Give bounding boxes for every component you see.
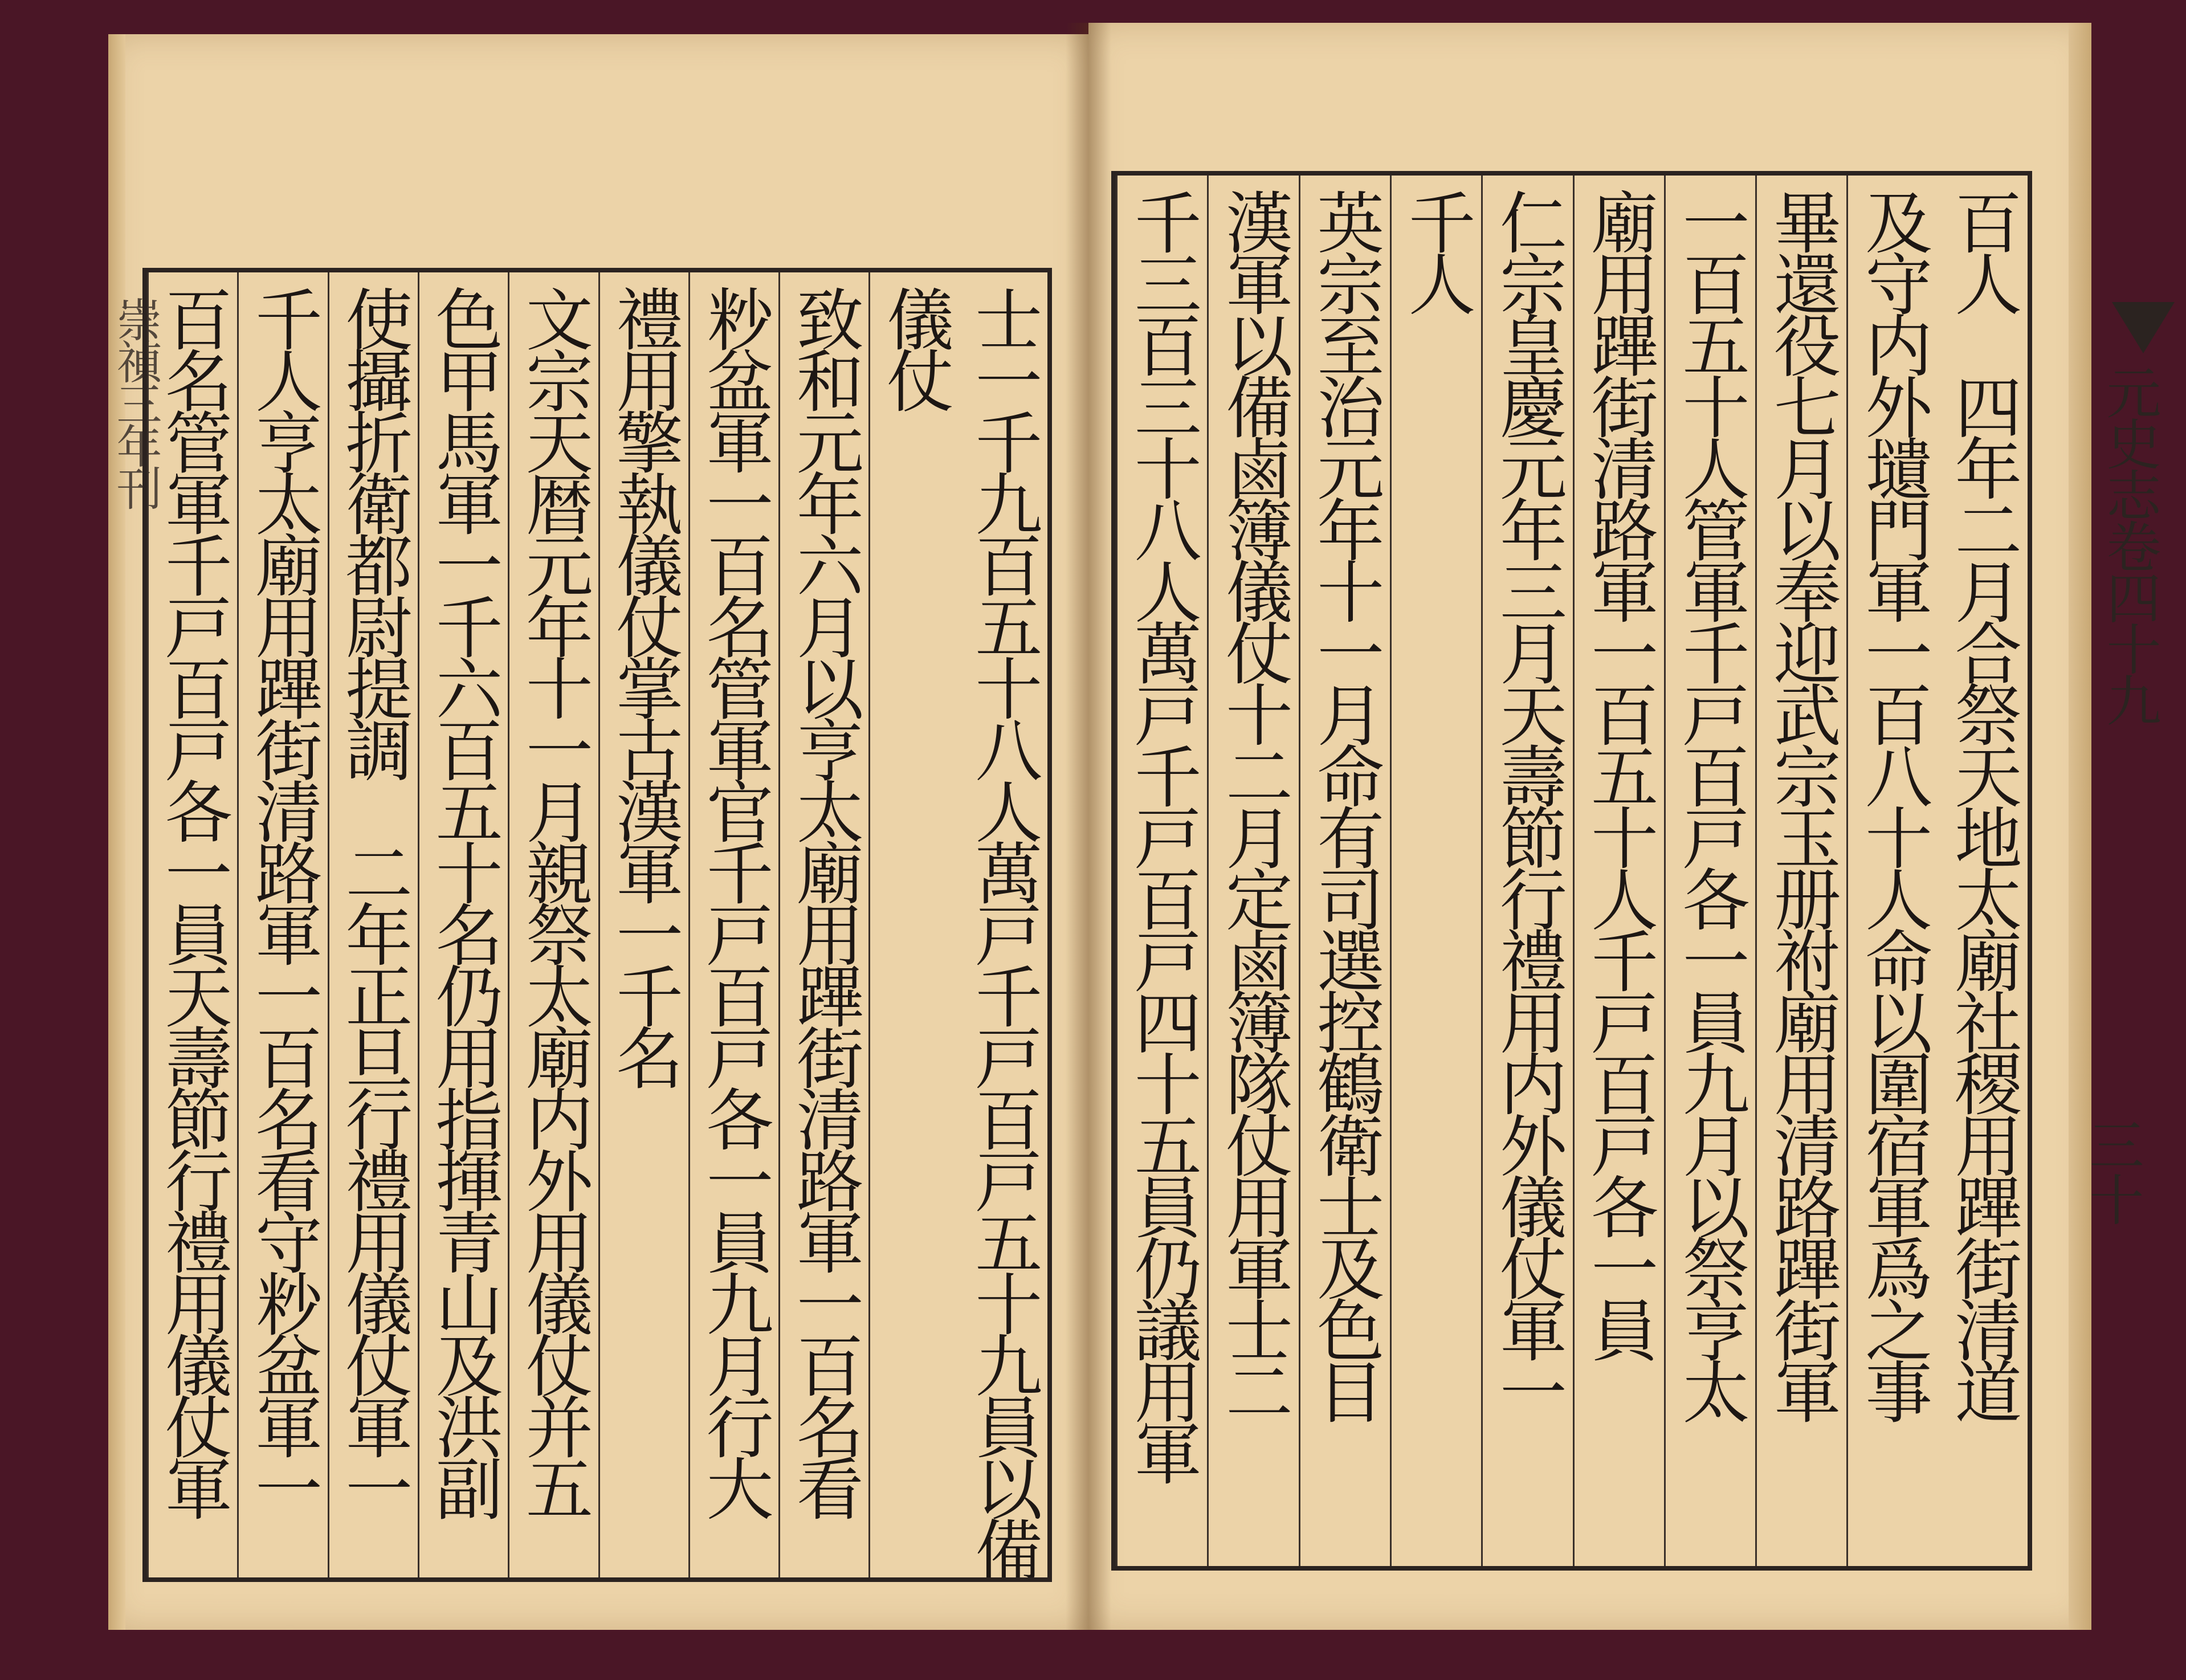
text-column: 仁宗皇慶元年三月天壽節行禮用内外儀仗軍一 bbox=[1481, 176, 1572, 1566]
text-column: 廟用蹕街清路軍一百五十人千戸百戸各一員 bbox=[1573, 176, 1664, 1566]
text-column: 千三百三十八人萬戸千戸百戸四十五員仍議用軍 bbox=[1116, 176, 1207, 1566]
text-column: 文宗天暦元年十一月親祭太廟内外用儀仗并五 bbox=[508, 272, 598, 1577]
right-page-edge bbox=[2069, 23, 2091, 1630]
text-column: 千人 bbox=[1390, 176, 1481, 1566]
book-gutter bbox=[1066, 23, 1111, 1630]
text-column: 士一千九百五十八人萬戸千戸百戸五十九員以備 bbox=[964, 285, 1043, 1577]
left-margin-label: 崇禎三年刊 bbox=[109, 296, 162, 507]
left-page-edge bbox=[108, 34, 125, 1630]
right-text-block bbox=[1111, 171, 2032, 1571]
text-column: 色甲馬軍一千六百五十名仍用指揮青山及洪副 bbox=[418, 272, 508, 1577]
left-text-block bbox=[142, 268, 1052, 1582]
text-column: 千人亨太廟用蹕街清路軍一百名看守粆盆軍一 bbox=[237, 272, 327, 1577]
text-column: 一百五十人管軍千戸百戸各一員九月以祭亨太 bbox=[1664, 176, 1755, 1566]
margin-title: 元史志卷四十九 bbox=[2106, 365, 2169, 992]
text-column: 禮用擎執儀仗掌古漢軍一千名 bbox=[598, 272, 688, 1577]
text-column: 畢還役七月以奉迎武宗玉册祔廟用清路蹕街軍 bbox=[1755, 176, 1846, 1566]
text-column: 英宗至治元年十一月命有司選控鶴衛士及色目 bbox=[1299, 176, 1390, 1566]
text-column: 百人 四年二月合祭天地太廟社稷用蹕街清道 bbox=[1943, 188, 2022, 1419]
text-column: 百名管軍千戸百戸各一員天壽節行禮用儀仗軍 bbox=[147, 272, 237, 1577]
page-number: 三十 bbox=[2081, 1117, 2144, 1226]
text-column: 儀仗 bbox=[868, 272, 959, 1577]
text-column: 致和元年六月以亨太廟用蹕街清路軍一百名看 bbox=[778, 272, 868, 1577]
text-column: 粆盆軍一百名管軍官千戸百戸各一員九月行大 bbox=[688, 272, 778, 1577]
text-column: 漢軍以備鹵簿儀仗十二月定鹵簿隊仗用軍士二 bbox=[1207, 176, 1298, 1566]
text-column: 使攝折衛都尉提調 二年正旦行禮用儀仗軍一 bbox=[328, 272, 418, 1577]
text-column: 及守内外壝門軍一百八十人命以圍宿軍爲之事 bbox=[1846, 176, 1938, 1566]
